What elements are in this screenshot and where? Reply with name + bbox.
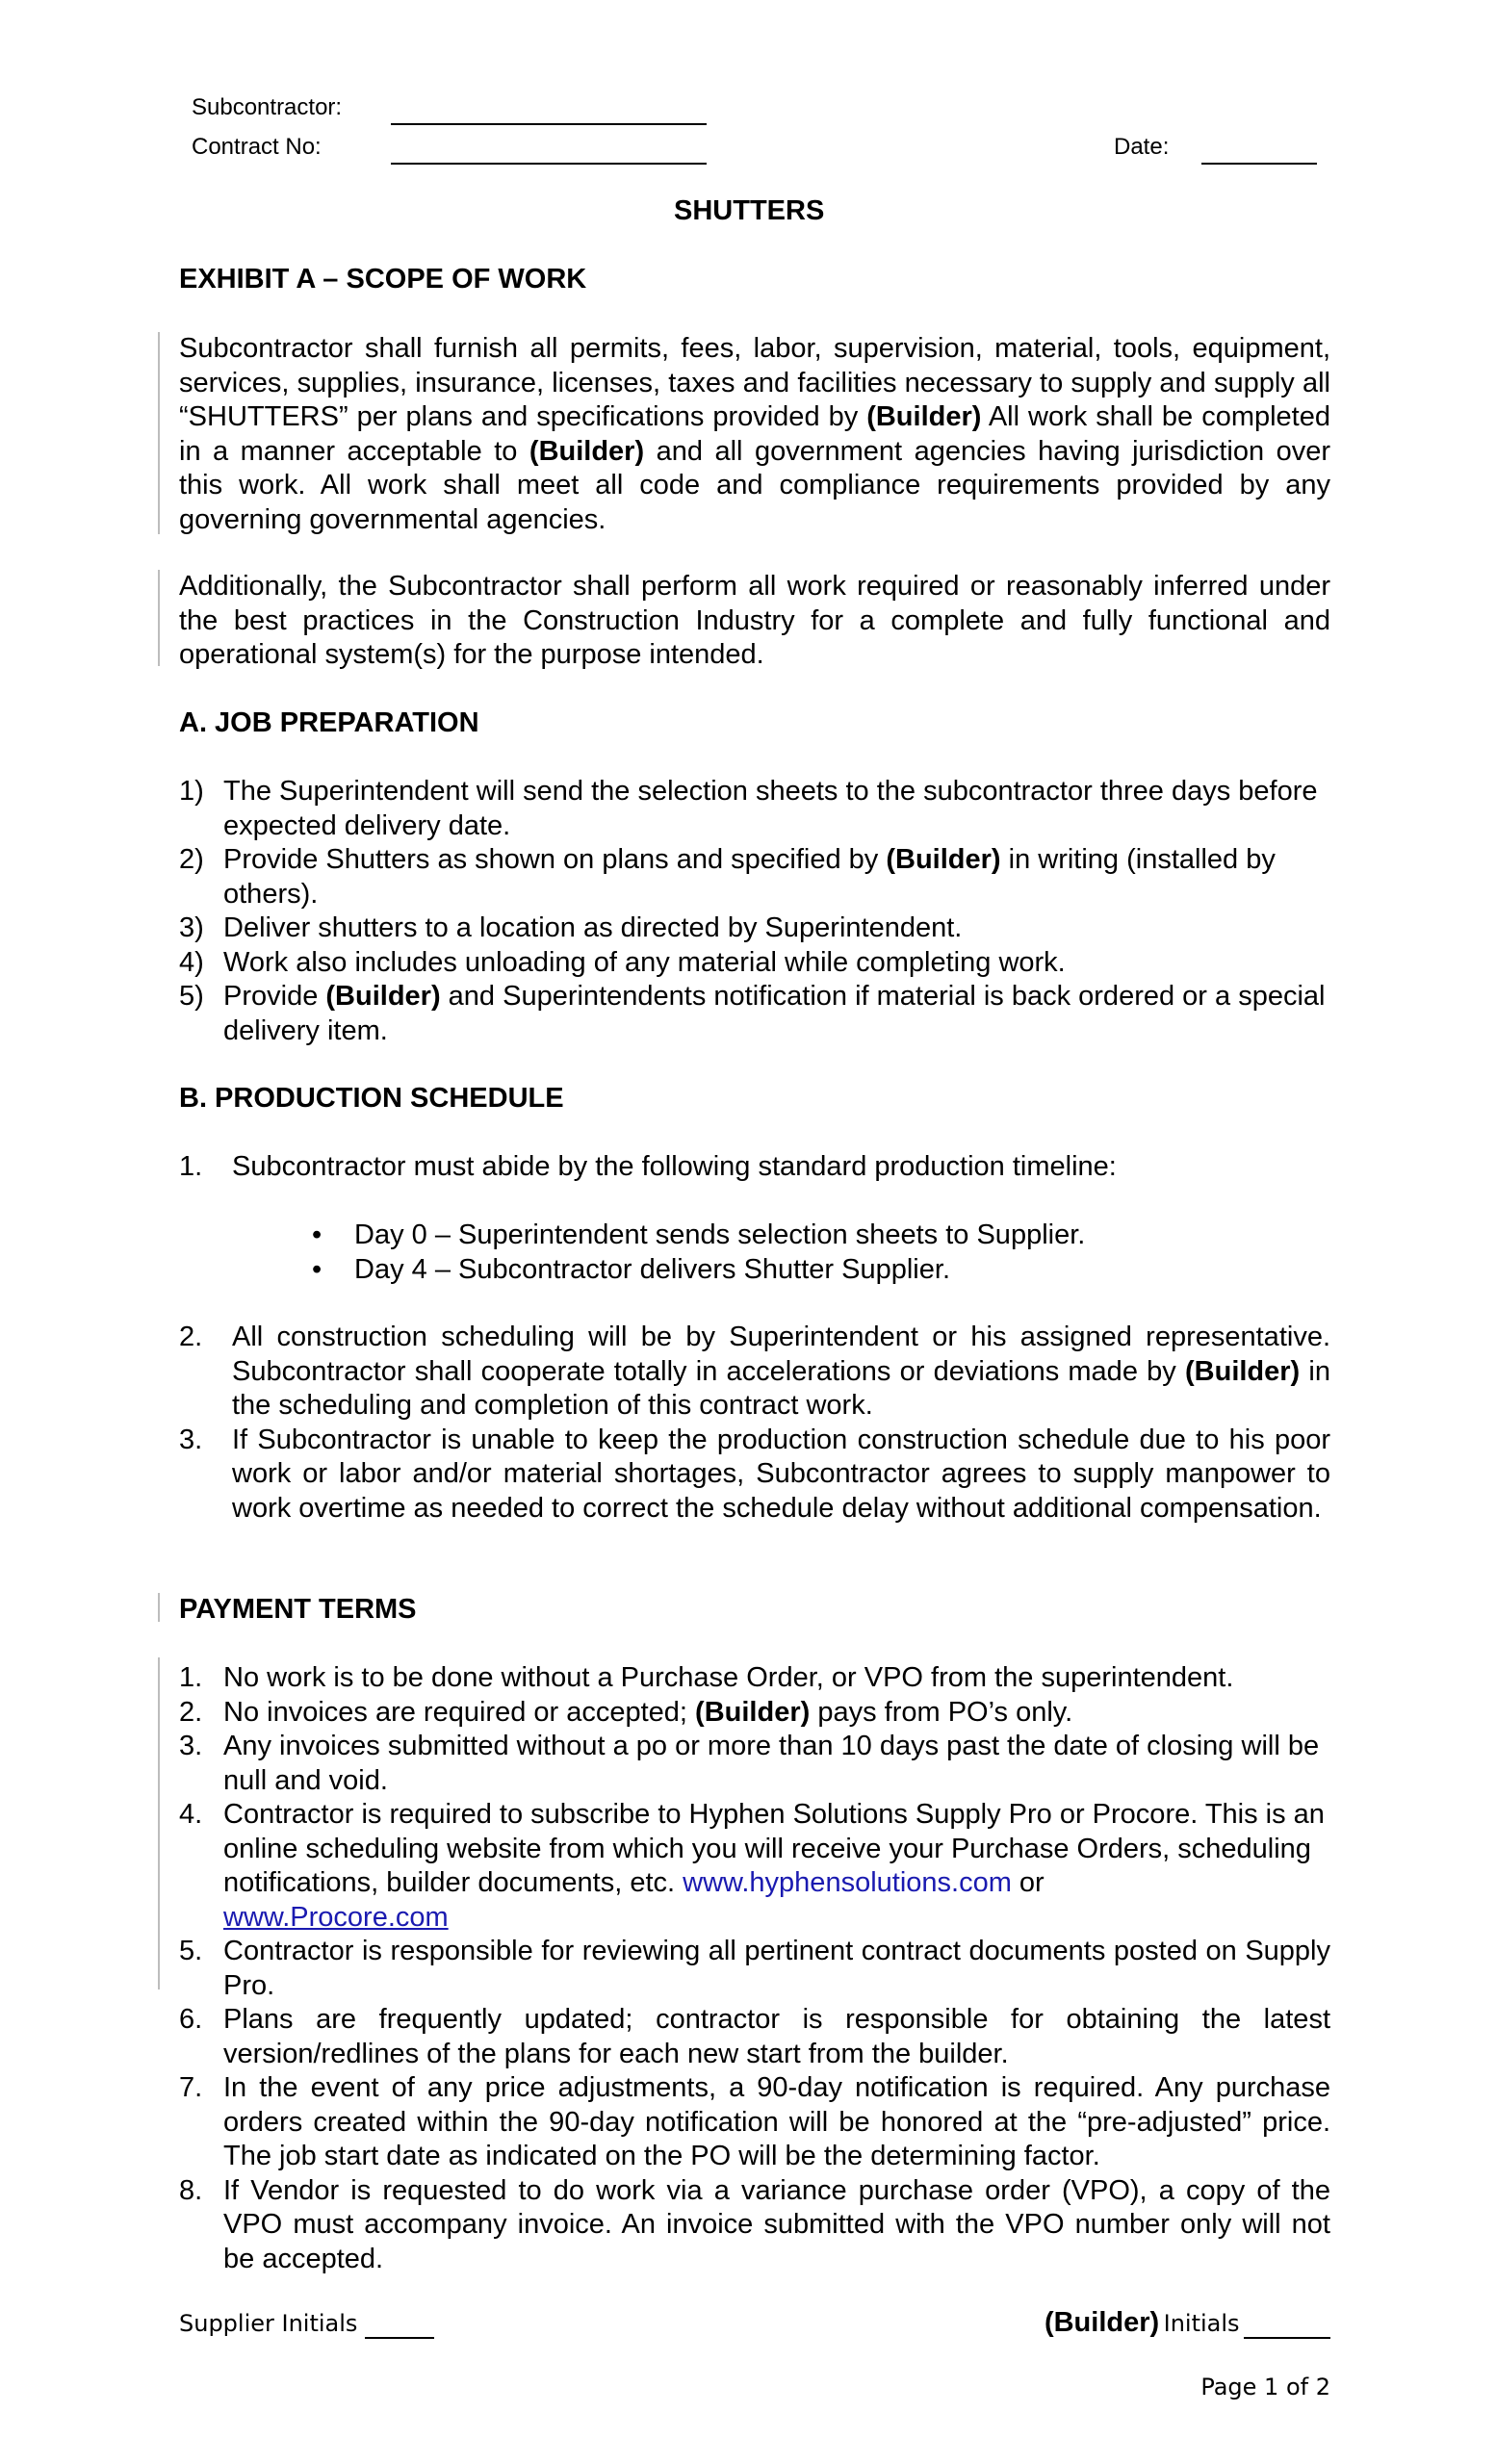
scope-paragraph: Subcontractor shall furnish all permits, fees, labor, supervision, material, tools, equipment, services, supplies, insurance, licenses, taxes and facilities necessary to supply and supply all “SHUTTERS” per plans and specifications provided by (Builder) All work shall be completed in a manner acceptable to (Builder) and all government agencies having jurisdiction over this work. All work shall meet all code and compliance requirements provided by any governing governmental agencies.: [179, 333, 1330, 535]
list-item: 1) The Superintendent will send the selection sheets to the subcontractor three days before expected delivery date.: [179, 776, 1318, 841]
list-item: 7. In the event of any price adjustments, a 90-day notification is required. Any purchase orders created within the 90-day notification will be honored at the “pre-adjusted” price. The job start date as indicated on the PO will be the determining factor.: [179, 2072, 1330, 2171]
timeline-bullets: [312, 1219, 1085, 1287]
list-item: 4) Work also includes unloading of any material while completing work.: [179, 946, 1066, 978]
change-bar: [158, 1593, 160, 1622]
list-item: 3. If Subcontractor is unable to keep the production construction schedule due to his poor work or labor and/or material shortages, Subcontractor agrees to supply manpower to work overtime as needed to correct the schedule delay without additional compensation.: [179, 1424, 1330, 1524]
list-item: 6. Plans are frequently updated; contractor is responsible for obtaining the latest version/redlines of the plans for each new start from the builder.: [179, 2004, 1330, 2069]
production-item-1: 1. Subcontractor must abide by the following standard production timeline:: [179, 1151, 1117, 1182]
date-field[interactable]: [1201, 163, 1317, 165]
list-item: • Day 0 – Superintendent sends selection sheets to Supplier.: [312, 1219, 1086, 1250]
payment-terms-heading: PAYMENT TERMS: [179, 1594, 417, 1625]
list-item: 2. No invoices are required or accepted; (Builder) pays from PO’s only.: [179, 1696, 1073, 1728]
list-item: • Day 4 – Subcontractor delivers Shutter Supplier.: [312, 1253, 950, 1285]
change-bar: [158, 332, 160, 534]
hyphen-solutions-link[interactable]: www.hyphensolutions.com: [683, 1867, 1012, 1898]
job-preparation-list: [179, 775, 1330, 1048]
supplier-initials-field[interactable]: [365, 2310, 434, 2339]
builder-initials-field[interactable]: [1244, 2310, 1330, 2339]
section-b-heading: B. PRODUCTION SCHEDULE: [179, 1083, 564, 1114]
date-label: Date:: [1114, 134, 1170, 160]
list-item: 2) Provide Shutters as shown on plans and specified by (Builder) in writing (installed by others).: [179, 844, 1276, 910]
contract-no-label: Contract No:: [192, 134, 322, 160]
builder-initials: (Builder) Initials: [1045, 2306, 1330, 2341]
additional-paragraph: Additionally, the Subcontractor shall perform all work required or reasonably inferred under the best practices in the Construction Industry for a complete and fully functional and operational system(s) for the purpose intended.: [179, 571, 1330, 670]
list-item: 5. Contractor is responsible for reviewing all pertinent contract documents posted on Supply Pro.: [179, 1936, 1330, 2001]
subcontractor-label: Subcontractor:: [192, 94, 343, 120]
production-list: [179, 1321, 1330, 1526]
procore-link[interactable]: www.Procore.com: [223, 1901, 449, 1933]
list-item: 1. No work is to be done without a Purchase Order, or VPO from the superintendent.: [179, 1662, 1234, 1693]
exhibit-heading: EXHIBIT A – SCOPE OF WORK: [179, 264, 587, 295]
document-title: SHUTTERS: [674, 195, 825, 226]
change-bar: [158, 1657, 160, 1989]
list-item: 3) Deliver shutters to a location as directed by Superintendent.: [179, 912, 963, 943]
section-a-heading: A. JOB PREPARATION: [179, 707, 479, 738]
list-item: 3. Any invoices submitted without a po or more than 10 days past the date of closing will be null and void.: [179, 1731, 1320, 1796]
list-item: 4. Contractor is required to subscribe to Hyphen Solutions Supply Pro or Procore. This is an online scheduling website from which you will receive your Purchase Orders, scheduling notifications, builder documents, etc. www.hyphensolutions.com or www.Procore.com: [179, 1799, 1325, 1933]
list-item: 2. All construction scheduling will be by Superintendent or his assigned representative. Subcontractor shall cooperate totally in accelerations or deviations made by (Builder) in the scheduling and completion of this contract work.: [179, 1322, 1330, 1421]
page-number: Page 1 of 2: [1200, 2374, 1330, 2400]
supplier-initials: Supplier Initials: [179, 2310, 434, 2339]
contract-no-field[interactable]: [391, 163, 707, 165]
payment-terms-list: [179, 1661, 1330, 2276]
list-item: 8. If Vendor is requested to do work via a variance purchase order (VPO), a copy of the VPO must accompany invoice. An invoice submitted with the VPO number only will not be accepted.: [179, 2174, 1330, 2274]
subcontractor-field[interactable]: [391, 123, 707, 125]
change-bar: [158, 570, 160, 666]
list-item: 5) Provide (Builder) and Superintendents notification if material is back ordered or a special delivery item.: [179, 981, 1326, 1046]
